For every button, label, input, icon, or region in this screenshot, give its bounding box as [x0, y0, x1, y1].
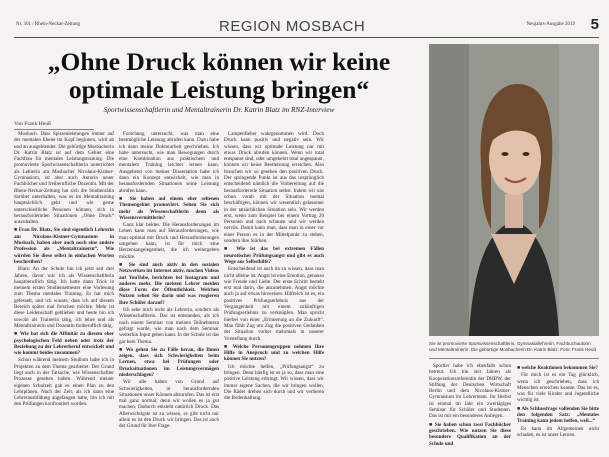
byline-rule	[14, 129, 94, 130]
paragraph: Forschung untersucht, was man eine bestmögliche Leistung abrufen kann. Dazu habe ich dann meine Doktorarbeit geschrieben. Ich habe untersucht, wie man Bewegungen durch eine Kombination aus praktischem und mentalem Training leichter lernen kann. Ausgehend von meiner Dissertation habe ich dann ein Konzept entwickelt, wie man in herausfordernden Situationen seine Leistung abrufen kann.	[119, 131, 219, 194]
interview-question: ■ Sie haben auf einem eher seltenen Themengebiet promoviert. Sehen Sie sich mehr als Wissenschaftlerin denn als Wissensvermittlerin?	[119, 195, 219, 221]
article-column-1	[14, 131, 114, 449]
subheadline: Sportwissenschaftlerin und Mentaltrainerin Dr. Katrin Blatz im RNZ-Interview	[103, 105, 335, 114]
caption-rule	[429, 358, 599, 359]
article-column-2	[119, 131, 219, 449]
headline-line-2: optimale Leistung bringen“	[68, 75, 370, 104]
interview-question: ■ Wie ist das bei extremen Fällen neurotischer Prüfungsangst und gibt es auch Wege aus Selbsthilfe?	[224, 246, 324, 265]
edition-info: Neujahrs-Ausgabe 2019	[526, 22, 575, 27]
paragraph: Ich sehe mich nicht als Lehrerin, sondern als Wissenschaftlerin. Das ist entstanden, als ich nach einem Seminar von meinen Teilnehmern gefragt wurde, wie man nach dem Seminar weiterhin Input geben kann. In der Schule ist das gar kein Thema.	[119, 307, 219, 345]
headline	[14, 48, 424, 104]
interview-question: ■ Wie hat sich die Affinität zu diesem eher psychologischen Feld neben oder trotz der Beziehung zu der Lehrerberuf entwickelt und wie kommt beides zusammen?	[14, 331, 114, 357]
paragraph: Ich möchte helfen, „Prüfungsangst“ zu bringen. Denn häufig ist es ja so, dass man eine positive Leistung erbringt. Wir wissen, dass wir immer eigene Sachen, die wir bringen wollen, Die Räder drehen sich durch und wir verlieren die Bodenhaftung.	[224, 363, 324, 402]
paragraph: Für mich ist es ein Tag glücklich, wenn ich geschrieben, dass ich Menschen erreichen konnte. Das ist es, was für viele Kinder und Jugendliche wichtig ist.	[517, 372, 599, 404]
interview-question: ■ Als Schlussfrage vollenden Sie bitte den folgenden Satz: „Mentales Training kann jedem helfen, weil...“	[517, 405, 599, 425]
article-column-4	[429, 363, 511, 451]
headline-line-1: „Ohne Druck können wir keine	[47, 47, 391, 76]
photo-credit: Foto: Frank Heuß	[560, 346, 597, 352]
interview-question: ■ Sie haben schon zwei Fachbücher geschrieben. Wie nutzen Sie diese besondere Qualifikation an der Schule und	[429, 421, 511, 447]
article-column-3	[224, 131, 324, 449]
paragraph: Wir alle haben von Grund auf Schwierigkeiten, in herausfordernden Situationen unser Können abzurufen. Das ist erst mal ganz normal, denn wir wollen es ja gut machen. Dadurch entsteht natürlich Druck. Das Allerwichtigste ist zu wissen, es gibt nicht nur allein es ist den Druck wir bringen. Das ist auch der Grund für Ihre Frage.	[119, 379, 219, 430]
paragraph: Entscheidend ist auch da zu wissen, dass man nicht alleine ist. Angst ist eine Emotion, genauso wie Freude und Liebe. Der erste Schritt besteht erst mal darin, die anzunehmen. Angst möchte auch ja auf etwas hinweisen. Hilfreich ist es, ein positives Prüfungserlebnis aus der Vergangenheit mit einem zukünftigen Prüfungserlebnis zu verknüpfen. Man spricht hierbei von einer „Erinnerung an die Zukunft“. Man fühlt Zug um Zug die positiven Gedanken der Situation vorher mehrmals in unserer Vorstellung durch.	[224, 266, 324, 342]
paragraph: Mosbach. Dass Spitzenleistungen immer auf der mentalen Ebene im Kopf beginnen, wird ab und an ausgeblendet. Die gebürtige Mosbacherin Dr. Katrin Blatz ist auf dem Gebiet eine Fachfrau für mentales Leistungstraining. Die promovierte Sportwissenschaftlerin unterrichtet als Lehrerin am Mosbacher Nicolaus-Kistner-Gymnasium, ist aber auch Autorin neuer Fachbücher und freiberufliche Dozentin. Mit der Rhein-Neckar-Zeitung hat sich die Studienrätin darüber unterhalten, was es im Mentaltraining hauptsächlich geht und wie gerne unterschiedliche Personen können, sich in herausfordernden Situationen „Ohne Druck“ auszuhalten.	[14, 131, 114, 226]
section-title: REGION MOSBACH	[219, 18, 366, 35]
interview-question: ■ Welche Personengruppen nehmen Ihre Hilfe in Anspruch und zu welchen Hilfe können Sie nutzen?	[224, 343, 324, 363]
page-header	[14, 18, 599, 34]
paragraph: Schon während meinem Studium habe ich in Projekten zu dem Thema gearbeitet. Der Grund liegt auch in der Tatsache, wie Wissenschaftler Prozesse gesehen haben. Während meiner eigenen Schulzeit gab es einen Plan zu den Lehrplänen. Nach der Zeit, als ich dann eine Lehrerausbildung angefangen habe, bin ich mit den Prüfungen konfrontiert worden.	[14, 357, 114, 408]
paragraph: Lampenfieber wahrgenommen wird. Doch Druck kann positiv und negativ sein. Wir wissen, dass wir optimale Leistung nur mit etwas Druck abrufen können. Wenn wir total entspannt sind, oder umgekehrt total angespannt, können wir keine Bestleistung erreichen. Also brauchen wir so gesehen den positiven Druck. Der springende Punkt ist aus das ursprünglich entscheidend nämlich die Vorbereitung auf die herausfordernde Situation selbst. Indem wir uns schon vorab mit der Situation mental beschäftigen, können wir wesentlich gelassener in der tatsächlichen Situation sein. Wir werden erst, wenn zum Beispiel bei einem Vortrag 20 Personen und nach schauen und wir werden nervös. Damit kann man, dass man in einer vor einer Person es in der Mittelpunkt zu stehen, sondern ihre Stärken.	[224, 131, 324, 245]
issue-info: Nr. 301 / Rhein-Neckar-Zeitung	[16, 22, 81, 27]
interview-question: ■ Sie sind auch aktiv in den sozialen Netzwerken im Internet aktiv, machen Videos auf YouTube, berichten bei Instagram und anderes mehr. Die meisten Lehrer meiden diese Form der Öffentlichkeit. Welchen Nutzen sehen Sie darin und was reagieren Ihre Schüler darauf?	[119, 261, 219, 306]
caption-text: Sie ist promovierte Sportwissenschaftlerin, Gymnasiallehrerin, Fachbuchautorin und Mentaltrainerin: Die gebürtige Mosbacherin Dr. Katrin Blatz.	[429, 341, 591, 352]
article-column-5	[517, 363, 599, 451]
byline: Von Frank Heuß	[14, 121, 51, 127]
interview-question: ■ welche Reaktionen bekommen Sie?	[517, 365, 598, 371]
photo-caption	[429, 341, 599, 352]
interview-question: ■ Wo gehen Sie zu Fälle heran, die Ihnen zeigen, dass sich Schwierigkeiten beim Lernen, etwa bei Prüfungen oder Drucksituationen im Leistungsvermögen niederschlagen?	[119, 346, 219, 378]
paragraph: Sportler habe ich ebenfalls schon betreut. Ich bin seit Jahren als Kooperationsreferentin der DHBW, der Stiftung der Deutschen Wirtschaft Berlin und dem Nicolaus-Kistner-Gymnasium im Lehrerteam. Im Herbst ist einmal im Jahr ein zweitägiges Seminar für Schüler und Studenten. Das ist mir ein besonderes Anliegen.	[429, 363, 511, 420]
paragraph: Es kann im Allgemeinen nicht schaden, es ist unser Lernen.	[517, 425, 599, 438]
paragraph: Blatz: An der Schule bin ich jetzt seit drei Jahren, davor war ich als Wissenschaftlerin hauptberuflich tätig. Ich hatte dann Trick in meinem ersten Studiensemester eine Vorlesung zum Thema mentales Training. Es hat mich gefesselt, und ich wusste, dass ich auf diesem Bereich später mal forschen möchte. Mehr ist diese Leidenschaft geblieben und heute bin ich sowohl als Trainerin tätig, ich lehre und als Mentaltrainerin und Dozentin freiberuflich tätig.	[14, 266, 114, 329]
paragraph: Ganz klar beides. Die Herausforderungen im Leben kann man auf Herausforderungen, wie man optimal mit Druck und Herausforderungen umgehen kann, ist für mich eine Herzensangelegenheit, die ich weitergeben möchte.	[119, 222, 219, 260]
portrait-photo	[429, 44, 599, 336]
page-number: 5	[590, 16, 599, 33]
interview-question: ■ Frau Dr. Blatz, Sie sind eigentlich Lehrerin am Nicolaus-Kistner-Gymnasium in Mosbach, haben aber auch noch eine andere Profession als „Mentaltrainerin“. Wie würden Sie diese selbst in einfachen Worten beschreiben?	[14, 227, 114, 265]
header-rule	[14, 37, 599, 38]
portrait-illustration	[429, 44, 599, 336]
